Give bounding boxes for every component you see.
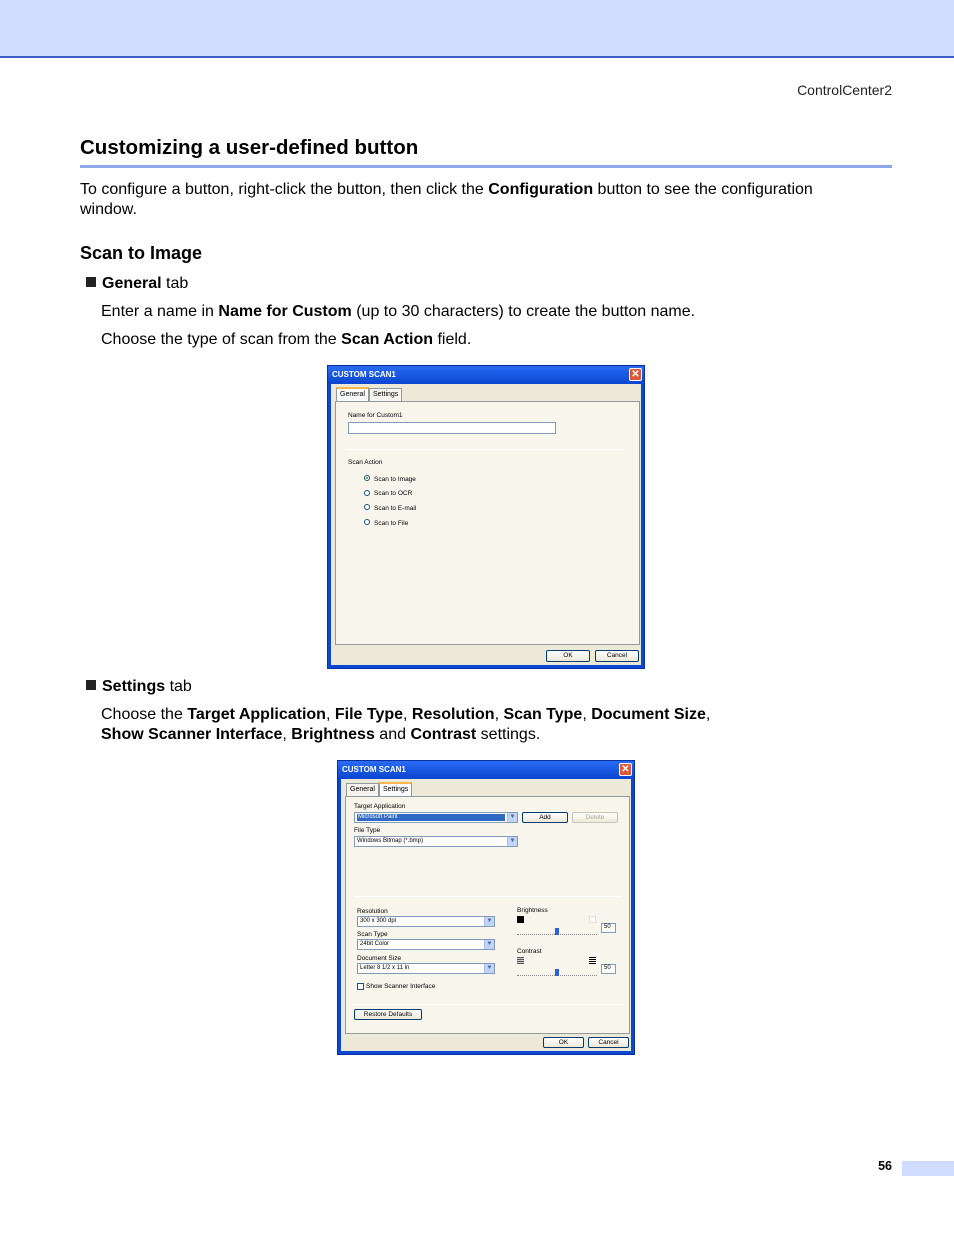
tab-general[interactable]: General — [346, 783, 379, 796]
general-instruction-2: Choose the type of scan from the Scan Action field. — [101, 331, 472, 348]
section-rule — [80, 165, 892, 168]
delete-button[interactable]: Delete — [572, 812, 618, 823]
page-number: 56 — [878, 1159, 892, 1173]
dark-swatch-icon — [517, 916, 524, 923]
show-scanner-interface-label: Show Scanner Interface — [366, 983, 436, 990]
general-instruction-1: Enter a name in Name for Custom (up to 30 characters) to create the button name. — [101, 303, 696, 320]
radio-scan-to-email[interactable] — [364, 504, 370, 510]
low-contrast-icon — [517, 957, 524, 964]
option-label: Scan to Image — [374, 476, 416, 483]
brightness-label: Brightness — [517, 907, 548, 914]
dialog-title: CUSTOM SCAN1 — [338, 761, 634, 778]
target-application-select[interactable] — [354, 812, 518, 823]
contrast-label: Contrast — [517, 948, 542, 955]
chevron-down-icon: ▼ — [507, 813, 517, 822]
tab-settings[interactable]: Settings — [379, 782, 412, 796]
radio-scan-to-ocr[interactable] — [364, 490, 370, 496]
general-tab-bullet: General tab — [86, 274, 188, 294]
intro-paragraph: To configure a button, right-click the button, then click the Configuration button to see the configuration window. — [80, 181, 813, 218]
resolution-select[interactable]: 300 x 300 dpi ▼ — [357, 916, 495, 927]
chevron-down-icon: ▼ — [484, 940, 494, 949]
tab-general[interactable]: General — [336, 387, 369, 401]
bullet-square-icon — [86, 680, 96, 690]
radio-scan-to-file[interactable] — [364, 519, 370, 525]
running-head: ControlCenter2 — [797, 82, 892, 98]
divider — [352, 1004, 624, 1005]
close-icon[interactable]: ✕ — [629, 368, 642, 381]
scan-type-label: Scan Type — [357, 931, 388, 938]
document-size-select[interactable]: Letter 8 1/2 x 11 in ▼ — [357, 963, 495, 974]
cancel-button[interactable]: Cancel — [595, 650, 639, 662]
bullet-square-icon — [86, 277, 96, 287]
page-tab-marker — [902, 1161, 954, 1176]
file-type-label: File Type — [354, 827, 381, 834]
name-for-custom-input[interactable] — [348, 422, 556, 434]
cancel-button[interactable]: Cancel — [588, 1037, 629, 1048]
chevron-down-icon: ▼ — [484, 964, 494, 973]
brightness-slider[interactable] — [517, 925, 597, 935]
add-button[interactable]: Add — [522, 812, 568, 823]
brightness-value[interactable]: 50 — [601, 923, 616, 933]
file-type-select[interactable]: Windows Bitmap (*.bmp) ▼ — [354, 836, 518, 847]
settings-tab-bullet: Settings tab — [86, 677, 192, 697]
chevron-down-icon: ▼ — [484, 917, 494, 926]
contrast-slider[interactable] — [517, 966, 597, 976]
document-size-label: Document Size — [357, 955, 402, 962]
radio-scan-to-image[interactable] — [364, 475, 370, 481]
custom-scan-dialog-general — [327, 365, 645, 669]
target-application-label: Target Application — [354, 803, 406, 810]
slider-thumb[interactable] — [555, 969, 559, 976]
subsection-title: Scan to Image — [80, 243, 203, 263]
contrast-value[interactable]: 50 — [601, 964, 616, 974]
close-icon[interactable]: ✕ — [619, 763, 632, 776]
custom-scan-dialog-settings — [337, 760, 635, 1055]
divider — [348, 449, 624, 450]
ok-button[interactable]: OK — [546, 650, 590, 662]
header-band — [0, 0, 954, 58]
high-contrast-icon — [589, 957, 596, 964]
option-label: Scan to OCR — [374, 490, 413, 497]
option-label: Scan to E-mail — [374, 505, 417, 512]
selected-value: Microsoft Paint — [357, 814, 505, 821]
dialog-title: CUSTOM SCAN1 — [328, 366, 644, 383]
dialog-body — [341, 779, 631, 1051]
show-scanner-interface-checkbox[interactable] — [357, 983, 364, 990]
tab-settings[interactable]: Settings — [369, 388, 402, 401]
tab-panel — [335, 401, 640, 645]
scan-action-label: Scan Action — [348, 459, 383, 466]
name-for-custom-label: Name for Custom1 — [348, 412, 403, 419]
settings-instruction: Choose the Target Application, File Type, Resolution, Scan Type, Document Size, Show Scanner Interface, Brightness and Contrast settings. — [101, 706, 711, 743]
scan-type-select[interactable]: 24bit Color ▼ — [357, 939, 495, 950]
light-swatch-icon — [589, 916, 596, 923]
restore-defaults-button[interactable]: Restore Defaults — [354, 1009, 422, 1020]
dialog-body — [331, 384, 641, 665]
slider-thumb[interactable] — [555, 928, 559, 935]
option-label: Scan to File — [374, 520, 409, 527]
divider — [354, 896, 622, 897]
resolution-label: Resolution — [357, 908, 388, 915]
section-title: Customizing a user-defined button — [80, 136, 419, 159]
tab-panel — [345, 796, 630, 1034]
ok-button[interactable]: OK — [543, 1037, 584, 1048]
chevron-down-icon: ▼ — [507, 837, 517, 846]
